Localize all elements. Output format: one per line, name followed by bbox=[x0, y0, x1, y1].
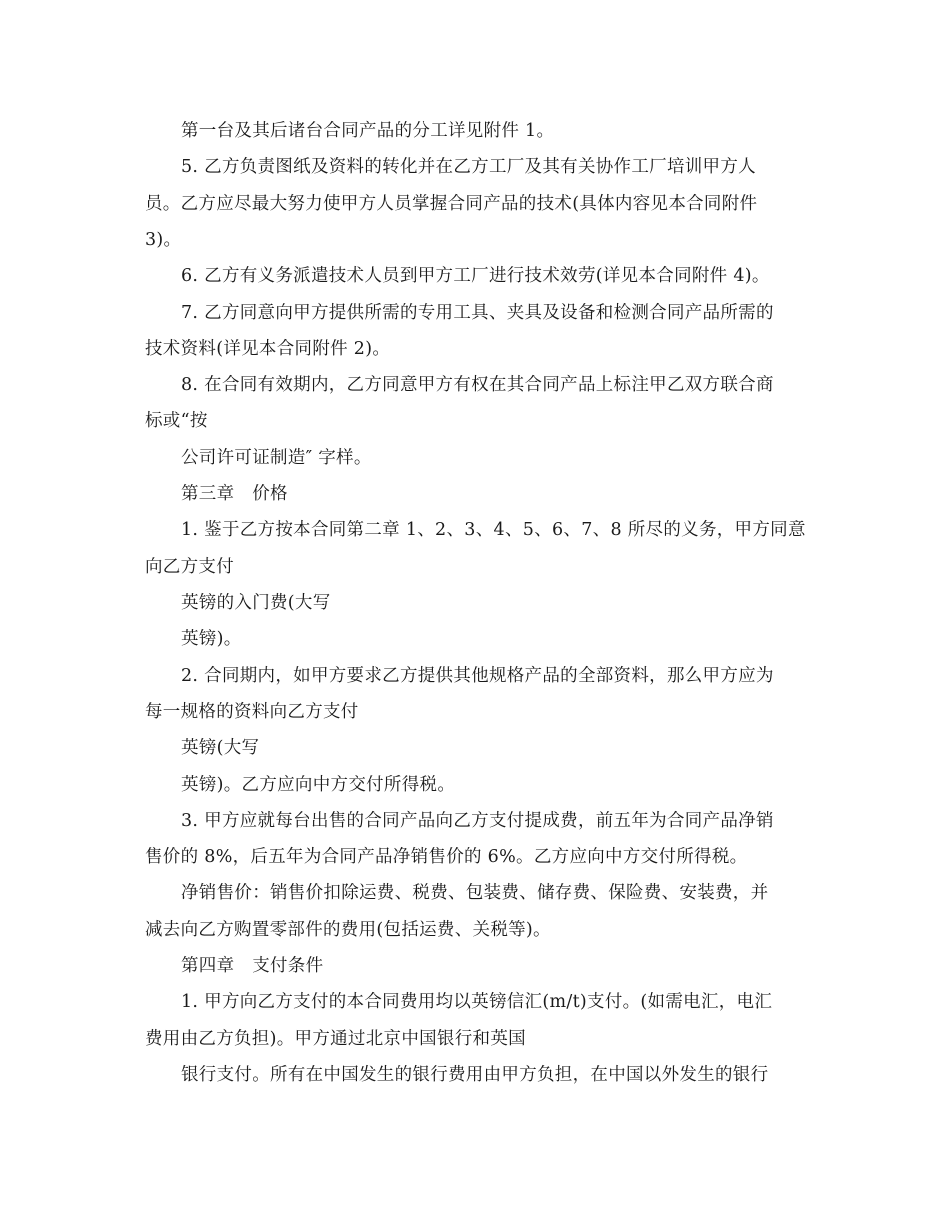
text-line: 英镑(大写 bbox=[181, 738, 260, 758]
section-heading: 第三章 价格 bbox=[181, 484, 288, 504]
text-line: 3. 甲方应就每台出售的合同产品向乙方支付提成费，前五年为合同产品净销 bbox=[181, 811, 774, 831]
text-line: 技术资料(详见本合同附件 2)。 bbox=[145, 339, 391, 359]
text-line: 银行支付。所有在中国发生的银行费用由甲方负担，在中国以外发生的银行 bbox=[181, 1065, 769, 1085]
text-line: 员。乙方应尽最大努力使甲方人员掌握合同产品的技术(具体内容见本合同附件 bbox=[145, 194, 758, 214]
text-line: 标或“按 bbox=[145, 411, 208, 431]
text-line: 费用由乙方负担)。甲方通过北京中国银行和英国 bbox=[145, 1029, 526, 1049]
text-line: 5. 乙方负责图纸及资料的转化并在乙方工厂及其有关协作工厂培训甲方人 bbox=[181, 157, 756, 177]
text-line: 向乙方支付 bbox=[145, 557, 234, 577]
text-line: 7. 乙方同意向甲方提供所需的专用工具、夹具及设备和检测合同产品所需的 bbox=[181, 303, 774, 323]
text-line: 8. 在合同有效期内，乙方同意甲方有权在其合同产品上标注甲乙双方联合商 bbox=[181, 375, 774, 395]
text-line: 净销售价：销售价扣除运费、税费、包装费、储存费、保险费、安装费，并 bbox=[181, 883, 769, 903]
text-line: 减去向乙方购置零部件的费用(包括运费、关税等)。 bbox=[145, 920, 551, 940]
text-line: 1. 鉴于乙方按本合同第二章 1、2、3、4、5、6、7、8 所尽的义务，甲方同意 bbox=[181, 520, 806, 540]
text-line: 售价的 8%，后五年为合同产品净销售价的 6%。乙方应向中方交付所得税。 bbox=[145, 847, 748, 867]
text-line: 6. 乙方有义务派遣技术人员到甲方工厂进行技术效劳(详见本合同附件 4)。 bbox=[181, 266, 770, 286]
text-line: 英镑)。乙方应向中方交付所得税。 bbox=[181, 775, 456, 795]
text-line: 英镑的入门费(大写 bbox=[181, 593, 331, 613]
text-line: 每一规格的资料向乙方支付 bbox=[145, 702, 359, 722]
text-line: 1. 甲方向乙方支付的本合同费用均以英镑信汇(m/t)支付。(如需电汇，电汇 bbox=[181, 992, 773, 1012]
section-heading: 第四章 支付条件 bbox=[181, 956, 324, 976]
text-line: 3)。 bbox=[145, 230, 182, 250]
text-line: 第一台及其后诸台合同产品的分工详见附件 1。 bbox=[181, 121, 555, 141]
text-line: 英镑)。 bbox=[181, 629, 242, 649]
text-line: 2. 合同期内，如甲方要求乙方提供其他规格产品的全部资料，那么甲方应为 bbox=[181, 666, 774, 686]
text-line: 公司许可证制造″ 字样。 bbox=[181, 448, 372, 468]
